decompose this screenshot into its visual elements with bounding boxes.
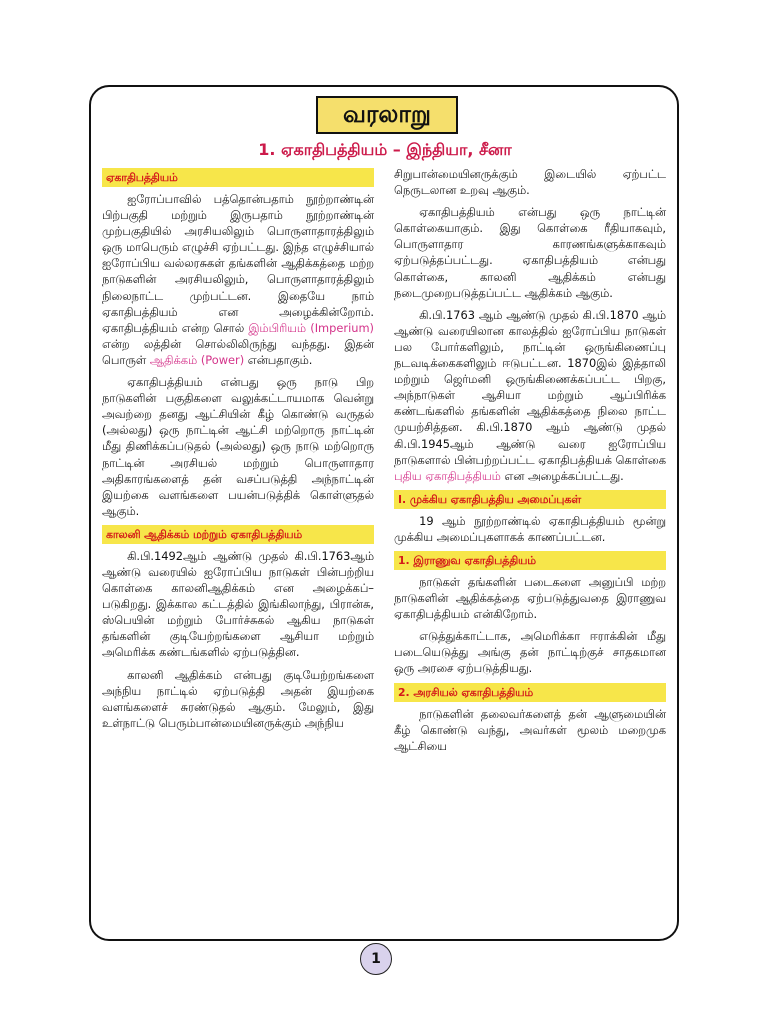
paragraph-imperialism-intro: ஐரோப்பாவில் பத்தொன்பதாம் நூற்றாண்டின் பிற்பகுதி மற்றும் இருபதாம் நூற்றாண்டின் முற்பகுதியில் அரசியலிலும் பொருளாதாரத்திலும் ஒரு மாபெரும் எழுச்சி ஏற்பட்டது. இந்த எழுச்சியால் ஐரோப்பிய வல்லரசுகள் தங்களின் ஆதிக்கத்தை மற்ற நாடுகளின் அரசியலிலும், பொருளாதாரத்திலும் நிலைநாட்ட முற்பட்டன. இதையே நாம் ஏகாதிபத்தியம் என அழைக்கின்றோம். ஏகாதிபத்தியம் என்ற சொல் இம்பிரியம் (Imperium) என்ற லத்தின் சொல்லிலிருந்து வந்தது. இதன் பொருள் ஆதிக்கம் (Power) என்பதாகும்.	[102, 192, 374, 367]
subject-title: வரலாறு	[343, 99, 431, 128]
paragraph-imperialism-definition: ஏகாதிபத்தியம் என்பது ஒரு நாடு பிற நாடுகளின் பகுதிகளை வலுக்கட்டாயமாக வென்று அவற்றை தனது ஆட்சியின் கீழ் கொண்டு வருதல் (அல்லது) ஒரு நாட்டின் ஆட்சி மற்றொரு நாட்டின் மீது திணிக்கப்படுதல் (அல்லது) ஒரு நாடு மற்றொரு நாட்டின் அரசியல் மற்றும் பொருளாதார அதிகாரங்களைத் தன் வசப்படுத்தி அந்நாட்டின் இயற்கை வளங்களை பயன்படுத்திக் கொள்ளுதல் ஆகும்.	[102, 375, 374, 518]
paragraph-policy: ஏகாதிபத்தியம் என்பது ஒரு நாட்டின் கொள்கையாகும். இது கொள்கை ரீதியாகவும், பொருளாதார காரணங்களுக்காகவும் ஏற்படுத்தப்பட்டது. ஏகாதிபத்தியம் என்பது கொள்கை, காலனி ஆதிக்கம் என்பது நடைமுறைபடுத்தப்பட்ட ஆதிக்கம் ஆகும்.	[394, 205, 666, 300]
section-heading-imperialism: ஏகாதிபத்தியம்	[102, 168, 374, 187]
paragraph-three-forms: 19 ஆம் நூற்றாண்டில் ஏகாதிபத்தியம் மூன்று முக்கிய அமைப்புகளாகக் காணப்பட்டன.	[394, 513, 666, 544]
section-heading-political-imperialism: 2. அரசியல் ஏகாதிபத்தியம்	[394, 683, 666, 702]
left-column	[102, 166, 374, 737]
paragraph-continuation: சிறுபான்மையினருக்கும் இடையில் ஏற்பட்ட நெருடலான உறவு ஆகும்.	[394, 167, 666, 198]
term-imperium: இம்பிரியம் (Imperium)	[248, 320, 374, 335]
paragraph-military-definition: நாடுகள் தங்களின் படைகளை அனுப்பி மற்ற நாடுகளின் ஆதிக்கத்தை ஏற்படுத்துவதை இராணுவ ஏகாதிபத்தியம் என்கிறோம்.	[394, 574, 666, 622]
section-heading-military-imperialism: 1. இராணுவ ஏகாதிபத்தியம்	[394, 551, 666, 570]
paragraph-military-example: எடுத்துக்காட்டாக, அமெரிக்கா ஈராக்கின் மீது படையெடுத்து அங்கு தன் நாட்டிற்குச் சாதகமான ஒரு அரசை ஏற்படுத்தியது.	[394, 629, 666, 676]
right-column	[394, 166, 666, 760]
paragraph-colonial-period: கி.பி.1492ஆம் ஆண்டு முதல் கி.பி.1763ஆம் ஆண்டு வரையில் ஐரோப்பிய நாடுகள் பின்பற்றிய கொள்கை காலனிஆதிக்கம் என அழைக்கப்– படுகிறது. இக்கால கட்டத்தில் இங்கிலாந்து, பிரான்சு, ஸ்பெயின் மற்றும் போர்ச்சுகல் ஆகிய நாடுகள் தங்களின் குடியேற்றங்களை ஆசியா மற்றும் அமெரிக்க கண்டங்களில் ஏற்படுத்தின.	[102, 548, 374, 660]
section-heading-main-forms: I. முக்கிய ஏகாதிபத்திய அமைப்புகள்	[394, 490, 666, 509]
section-heading-colonialism: காலனி ஆதிக்கம் மற்றும் ஏகாதிபத்தியம்	[102, 525, 374, 544]
page-number: 1	[371, 951, 381, 967]
term-power: ஆதிக்கம் (Power)	[149, 352, 245, 367]
page-number-badge	[360, 943, 392, 975]
paragraph-colonialism-definition: காலனி ஆதிக்கம் என்பது குடியேற்றங்களை அந்நிய நாட்டில் ஏற்படுத்தி அதன் இயற்கை வளங்களைச் சுரண்டுதல் ஆகும். மேலும், இது உள்நாட்டு பெரும்பான்மையினருக்கும் அந்நிய	[102, 667, 374, 730]
paragraph-new-imperialism: கி.பி.1763 ஆம் ஆண்டு முதல் கி.பி.1870 ஆம் ஆண்டு வரையிலான காலத்தில் ஐரோப்பிய நாடுகள் பல போர்களிலும், நாட்டின் ஒருங்கிணைப்பு நடவடிக்கைகளிலும் ஈடுபட்டன. 1870இல் இத்தாலி மற்றும் ஜெர்மனி ஒருங்கிணைக்கப்பட்ட பிறகு, அந்நாடுகள் ஆசியா மற்றும் ஆப்பிரிக்க கண்டங்களில் தங்களின் ஆதிக்கத்தை நிலை நாட்ட முயற்சித்தன. கி.பி.1870 ஆம் ஆண்டு முதல் கி.பி.1945ஆம் ஆண்டு வரை ஐரோப்பிய நாடுகளால் பின்பற்றப்பட்ட ஏகாதிபத்தியக் கொள்கை புதிய ஏகாதிபத்தியம் என அழைக்கப்பட்டது.	[394, 307, 666, 483]
paragraph-political-definition: நாடுகளின் தலைவர்களைத் தன் ஆளுமையின் கீழ் கொண்டு வந்து, அவர்கள் மூலம் மறைமுக ஆட்சியை	[394, 706, 666, 753]
subject-title-box	[316, 96, 458, 134]
chapter-title: 1. ஏகாதிபத்தியம் – இந்தியா, சீனா	[258, 140, 512, 159]
term-new-imperialism: புதிய ஏகாதிபத்தியம்	[394, 468, 501, 483]
